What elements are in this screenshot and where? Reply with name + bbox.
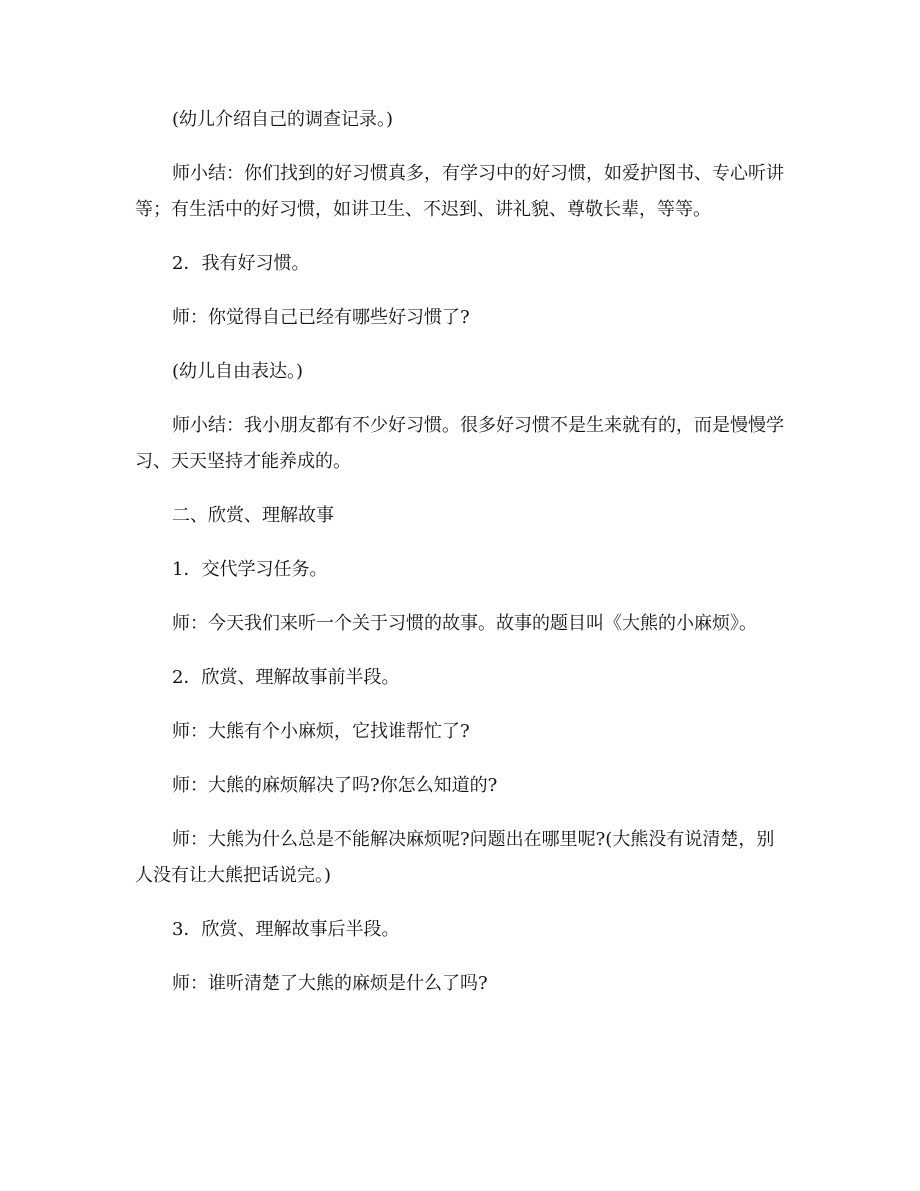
document-body xyxy=(135,102,785,1020)
paragraph-free-expression: (幼儿自由表达。) xyxy=(172,361,304,382)
paragraph-first-half-title: 2．欣赏、理解故事前半段。 xyxy=(172,667,400,688)
paragraph-question-who-helped: 师：大熊有个小麻烦，它找谁帮忙了? xyxy=(172,721,470,742)
paragraph-survey-note: (幼儿介绍自己的调查记录。) xyxy=(172,109,394,130)
paragraph-question-what-trouble: 师：谁听清楚了大熊的麻烦是什么了吗? xyxy=(172,973,488,994)
paragraph-second-half-title: 3．欣赏、理解故事后半段。 xyxy=(172,919,400,940)
paragraph-question-solved: 师：大熊的麻烦解决了吗?你怎么知道的? xyxy=(172,775,498,796)
paragraph-step-2-title: 2．我有好习惯。 xyxy=(172,253,310,274)
paragraph-summary-habits: 师小结：你们找到的好习惯真多，有学习中的好习惯，如爱护图书、专心听讲等；有生活中的好习惯，如讲卫生、不迟到、讲礼貌、尊敬长辈，等等。 xyxy=(135,163,784,220)
section-heading-story: 二、欣赏、理解故事 xyxy=(172,505,334,526)
paragraph-question-why: 师：大熊为什么总是不能解决麻烦呢?问题出在哪里呢?(大熊没有说清楚，别人没有让大熊把话说完。) xyxy=(135,829,775,886)
paragraph-teacher-question: 师：你觉得自己已经有哪些好习惯了? xyxy=(172,307,470,328)
paragraph-summary-persistence: 师小结：我小朋友都有不少好习惯。很多好习惯不是生来就有的，而是慢慢学习、天天坚持才能养成的。 xyxy=(135,415,784,472)
paragraph-task-title: 1．交代学习任务。 xyxy=(172,559,328,580)
paragraph-story-intro: 师：今天我们来听一个关于习惯的故事。故事的题目叫《大熊的小麻烦》。 xyxy=(172,613,757,634)
